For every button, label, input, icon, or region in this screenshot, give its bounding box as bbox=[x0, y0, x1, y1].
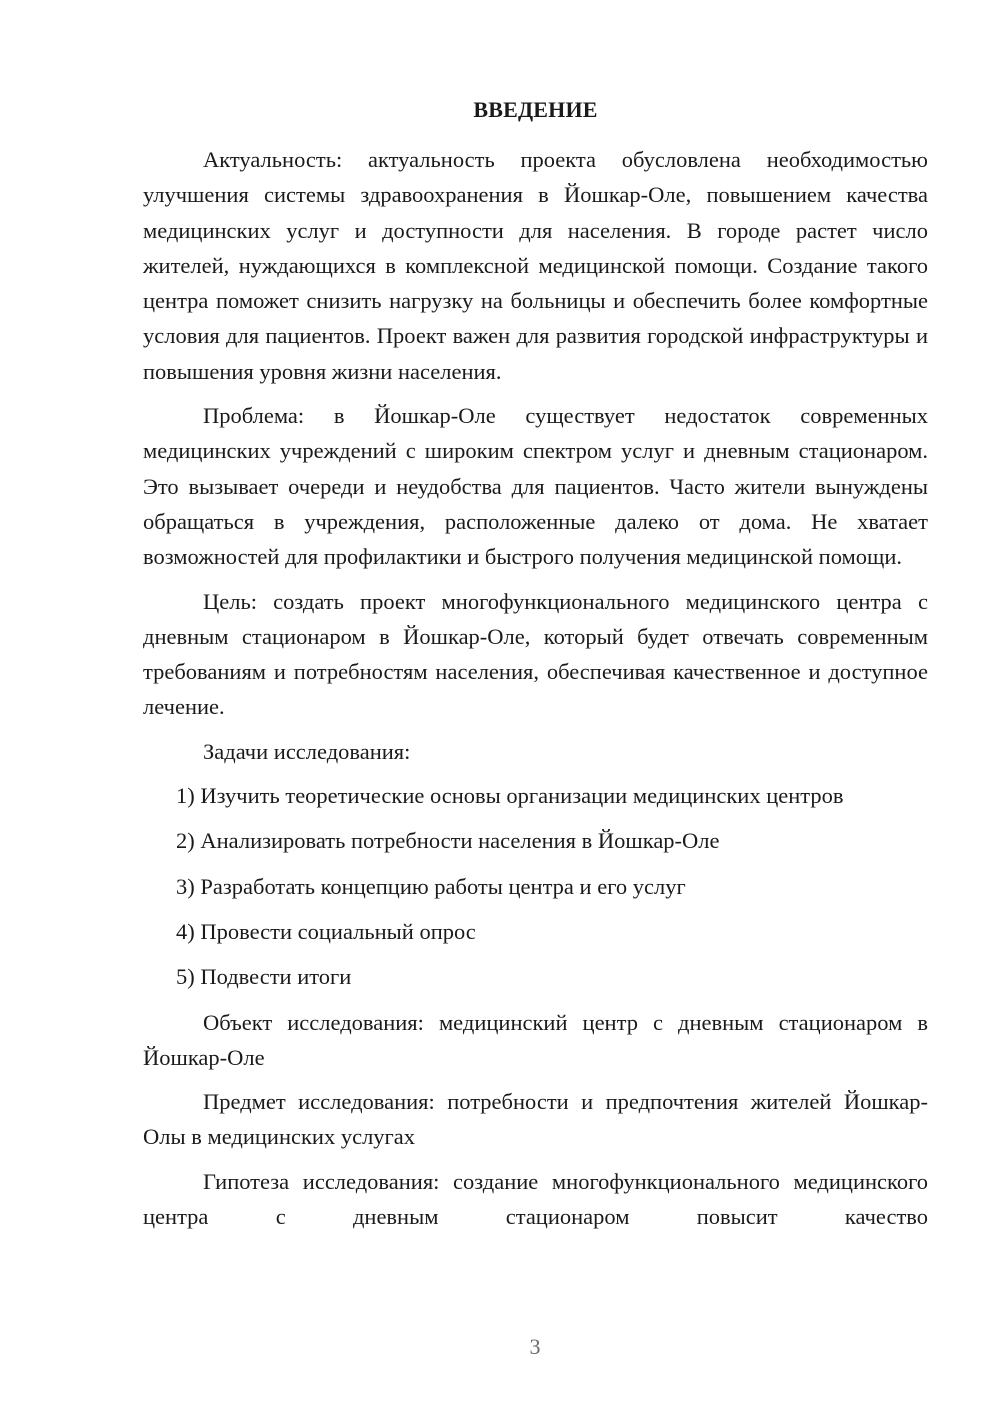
page-title: ВВЕДЕНИЕ bbox=[473, 97, 598, 122]
list-item: 5) Подвести итоги bbox=[176, 964, 352, 990]
list-item: 1) Изучить теоретические основы организации медицинских центров bbox=[176, 783, 844, 809]
tasks-list bbox=[143, 778, 928, 994]
paragraph-subject: Предмет исследования: потребности и предпочтения жителей Йошкар-Олы в медицинских услугах bbox=[143, 1089, 928, 1150]
list-item: 2) Анализировать потребности населения в Йошкар-Оле bbox=[176, 828, 720, 854]
paragraph-hypothesis: Гипотеза исследования: создание многофункционального медицинского центра с дневным стационаром повысит качество bbox=[143, 1168, 928, 1230]
list-item: 4) Провести социальный опрос bbox=[176, 918, 476, 944]
paragraph-goal: Цель: создать проект многофункционального медицинского центра с дневным стационаром в Йошкар-Оле, который будет отвечать современным требованиям и потребностям населения, обеспечивая качественное и доступное лечение. bbox=[143, 588, 928, 720]
page-number: 3 bbox=[529, 1334, 541, 1359]
paragraph-problem: Проблема: в Йошкар-Оле существует недостаток современных медицинских учреждений с широким спектром услуг и дневным стационаром. Это вызывает очереди и неудобства для пациентов. Часто жители вынуждены обращаться в учреждения, расположенные далеко от дома. Не хватает возможностей для профилактики и быстрого получения медицинской помощи. bbox=[143, 403, 928, 570]
tasks-heading: Задачи исследования: bbox=[203, 738, 411, 764]
document-body bbox=[143, 142, 928, 1243]
paragraph-relevance: Актуальность: актуальность проекта обусловлена необходимостью улучшения системы здравоохранения в Йошкар-Оле, повышением качества медицинских услуг и доступности для населения. В городе растет число жителей, нуждающихся в комплексной медицинской помощи. Создание такого центра поможет снизить нагрузку на больницы и обеспечить более комфортные условия для пациентов. Проект важен для развития городской инфраструктуры и повышения уровня жизни населения. bbox=[143, 147, 928, 384]
list-item: 3) Разработать концепцию работы центра и его услуг bbox=[176, 873, 686, 899]
paragraph-object: Объект исследования: медицинский центр с дневным стационаром в Йошкар-Оле bbox=[143, 1009, 928, 1070]
